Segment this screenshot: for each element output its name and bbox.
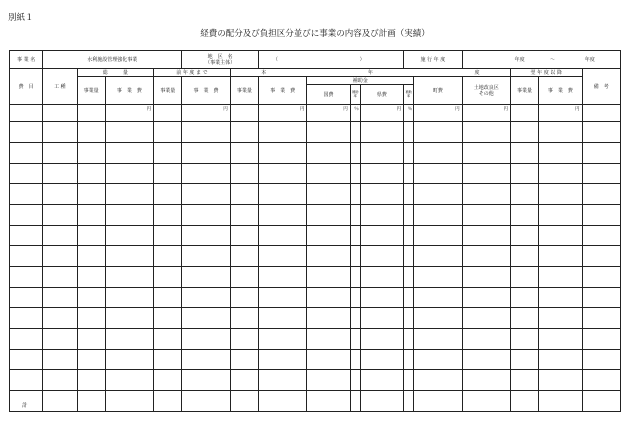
header-total-cost: 事 業 費 [105, 77, 153, 105]
cell [77, 105, 105, 122]
header-expense-item: 費 目 [10, 69, 43, 105]
header-current-year-mid: 年 [367, 69, 373, 76]
district-value [258, 51, 403, 69]
district-label-line2: （事業主体） [205, 59, 236, 66]
header-row-1 [10, 69, 621, 77]
header-national-rate: 補助率 [350, 85, 360, 105]
table-row [10, 266, 621, 287]
table-row [10, 143, 621, 164]
yen-unit: 円 [105, 105, 153, 122]
project-name-value: 水利施設管理強化事業 [43, 51, 182, 69]
yen-unit: 円 [360, 105, 403, 122]
district-close-paren: ） [359, 56, 365, 63]
percent-unit: ％ [404, 105, 414, 122]
cell [582, 105, 621, 122]
header-curr-amount: 事業量 [230, 77, 258, 105]
header-land-improvement [462, 77, 510, 105]
total-row [10, 390, 621, 411]
yen-unit: 円 [462, 105, 510, 122]
table-row [10, 328, 621, 349]
header-land-improvement-line1: 土地改良区 [473, 84, 499, 91]
header-current-year-right: 度 [474, 69, 480, 76]
header-prev-cost: 事 業 費 [182, 77, 230, 105]
header-previous-years: 前 年 度 ま で [154, 69, 231, 77]
year-separator: ～ [550, 56, 556, 63]
header-next-amount: 事業量 [510, 77, 538, 105]
table-row [10, 184, 621, 205]
header-prev-amount: 事業量 [154, 77, 182, 105]
yen-unit: 円 [414, 105, 462, 122]
district-label [182, 51, 259, 69]
header-next-years: 翌 年 度 以 降 [510, 69, 582, 77]
table-row [10, 225, 621, 246]
table-row [10, 246, 621, 267]
header-current-year-left: 本 [261, 69, 267, 76]
year-label-end: 年度 [584, 56, 595, 63]
header-total: 総 量 [77, 69, 154, 77]
district-label-line1: 地 区 名 [207, 53, 233, 60]
yen-unit: 円 [182, 105, 230, 122]
header-work-type: 工 種 [43, 69, 77, 105]
table-row [10, 349, 621, 370]
header-row-2 [10, 77, 621, 85]
cell [43, 105, 77, 122]
attachment-label: 別紙１ [8, 13, 34, 23]
header-town: 町費 [414, 77, 462, 105]
header-next-cost: 事 業 費 [539, 77, 582, 105]
header-prefectural: 県費 [360, 85, 403, 105]
header-current-year [230, 69, 510, 77]
district-open-paren: （ [272, 56, 278, 63]
cell [230, 105, 258, 122]
table-row [10, 287, 621, 308]
header-total-amount: 事業量 [77, 77, 105, 105]
header-curr-cost: 事 業 費 [258, 77, 306, 105]
yen-unit: 円 [539, 105, 582, 122]
year-label-start: 年度 [514, 56, 525, 63]
header-prefectural-rate: 補助率 [404, 85, 414, 105]
period-label: 施 行 年 度 [404, 51, 462, 69]
cell [10, 105, 43, 122]
header-national: 国費 [307, 85, 350, 105]
header-remarks: 備 考 [582, 69, 621, 105]
table-row [10, 308, 621, 329]
budget-table [9, 50, 621, 412]
cell [510, 105, 538, 122]
percent-unit: ％ [350, 105, 360, 122]
table-row [10, 205, 621, 226]
project-name-label: 事 業 名 [10, 51, 43, 69]
table-row [10, 122, 621, 143]
yen-unit: 円 [307, 105, 350, 122]
yen-unit: 円 [258, 105, 306, 122]
cell [154, 105, 182, 122]
period-value [462, 51, 620, 69]
table-row [10, 105, 621, 122]
header-subsidy: 補助金 [307, 77, 414, 85]
total-label: 計 [10, 390, 43, 411]
info-row [10, 51, 621, 69]
table-row [10, 163, 621, 184]
header-land-improvement-line2: その他 [478, 90, 494, 97]
document-title: 経費の配分及び負担区分並びに事業の内容及び計画（実績） [200, 29, 430, 39]
table-row [10, 370, 621, 391]
